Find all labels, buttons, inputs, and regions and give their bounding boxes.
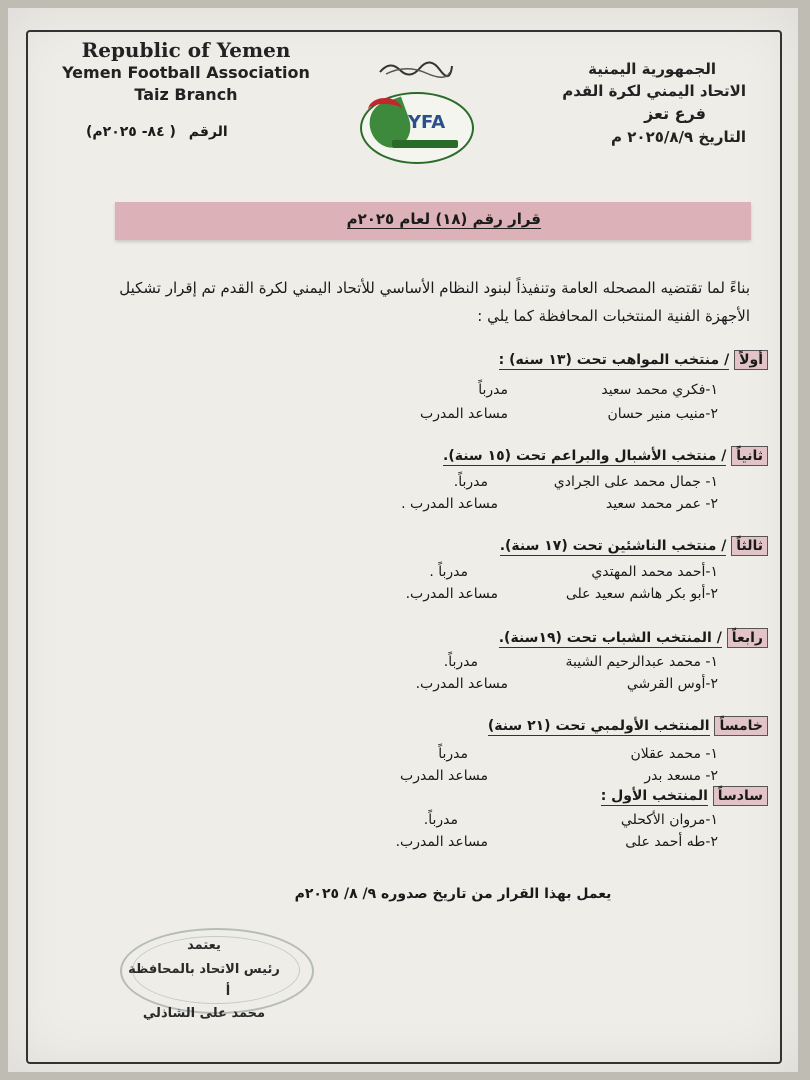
reference-value: ( ٨٤- ٢٠٢٥م) xyxy=(86,124,176,140)
signature-line2: رئيس الاتحاد بالمحافظة xyxy=(128,962,280,977)
section-label: خامساً xyxy=(714,716,768,736)
section-heading: / منتخب الأشبال والبراعم تحت (١٥ سنة). xyxy=(443,448,727,464)
signature-line1: يعتمد xyxy=(187,938,221,953)
member-role: مدرباً xyxy=(478,382,508,398)
section-6 xyxy=(38,788,763,858)
member-role: مدرباً . xyxy=(429,564,468,580)
decision-title: قرار رقم (١٨) لعام ٢٠٢٥م xyxy=(346,210,541,228)
section-5 xyxy=(38,718,763,788)
member-role: مدرباً. xyxy=(443,654,478,670)
member-name: ١- جمال محمد على الجرادي xyxy=(553,474,718,490)
section-heading: المنتخب الأول : xyxy=(600,788,708,804)
member-name: ١-فكري محمد سعيد xyxy=(601,382,718,398)
member-role: مدرباً. xyxy=(423,812,458,828)
member-name: ٢-منيب منير حسان xyxy=(607,406,718,422)
member-name: ١-أحمد محمد المهتدي xyxy=(591,564,718,580)
header-en-line1: Republic of Yemen xyxy=(81,38,291,62)
header-ar-line2: الاتحاد اليمني لكرة القدم xyxy=(562,82,746,100)
section-label: سادساً xyxy=(713,786,768,806)
member-role: مساعد المدرب xyxy=(400,768,488,784)
member-name: ١-مروان الأكحلي xyxy=(620,812,718,828)
reference-label: الرقم xyxy=(188,124,228,140)
header-en-line2: Yemen Football Association xyxy=(62,63,310,82)
yfa-logo xyxy=(360,92,474,164)
member-name: ١- محمد عبدالرحيم الشيبة xyxy=(565,654,718,670)
section-heading: المنتخب الأولمبي تحت (٢١ سنة) xyxy=(487,718,710,734)
section-title xyxy=(443,448,768,464)
decision-banner xyxy=(115,202,751,240)
member-role: مساعد المدرب. xyxy=(395,834,488,850)
logo-arc-icon xyxy=(368,98,402,122)
header-en-line3: Taiz Branch xyxy=(134,85,238,104)
header-ar-line1: الجمهورية اليمنية xyxy=(588,60,716,78)
section-2 xyxy=(38,448,763,518)
section-title xyxy=(499,630,768,646)
logo-text: YFA xyxy=(408,112,446,133)
member-name: ٢-أبو بكر هاشم سعيد على xyxy=(565,586,718,602)
section-label: أولاً xyxy=(734,350,768,370)
section-3 xyxy=(38,538,763,608)
header-arabic xyxy=(486,58,746,148)
header-ar-date: التاريخ ٢٠٢٥/٨/٩ م xyxy=(611,128,746,146)
section-title xyxy=(488,718,768,734)
member-name: ٢-أوس القرشي xyxy=(626,676,718,692)
member-role: مساعد المدرب . xyxy=(401,496,498,512)
section-label: ثالثاً xyxy=(731,536,768,556)
member-name: ١- محمد عقلان xyxy=(630,746,718,762)
member-name: ٢- عمر محمد سعيد xyxy=(605,496,718,512)
member-role: مدرباً. xyxy=(453,474,488,490)
signature-line3: أ xyxy=(225,984,231,999)
section-heading: / منتخب الناشئين تحت (١٧ سنة). xyxy=(499,538,727,554)
member-role: مساعد المدرب. xyxy=(415,676,508,692)
member-role: مدرباً xyxy=(438,746,468,762)
calligraphy-emblem-icon xyxy=(376,58,456,78)
section-1 xyxy=(38,352,763,422)
header-english xyxy=(36,38,336,106)
member-role: مساعد المدرب. xyxy=(405,586,498,602)
document-page xyxy=(8,8,798,1072)
section-heading: / المنتخب الشباب تحت (١٩سنة). xyxy=(498,630,722,646)
intro-paragraph: بناءً لما تقتضيه المصحله العامة وتنفيذاً لبنود النظام الأساسي للأتحاد اليمني لكرة القدم تم إقرار تشكيل الأجهزة الفنية المنتخبات المحافظة كما يلي : xyxy=(119,279,750,325)
section-label: رابعاً xyxy=(727,628,768,648)
header-ar-line3: فرع تعز xyxy=(644,104,706,123)
reference-number xyxy=(78,124,228,140)
section-title xyxy=(499,352,768,368)
section-4 xyxy=(38,630,763,700)
member-name: ٢- مسعد بدر xyxy=(644,768,718,784)
member-name: ٢-طه أحمد على xyxy=(625,834,718,850)
section-title xyxy=(500,538,768,554)
signature-name: محمد على الشاذلي xyxy=(142,1006,266,1021)
effective-date-note: يعمل بهذا القرار من تاريخ صدوره ٩/ ٨/ ٢٠٢٥م xyxy=(294,886,612,902)
section-heading: / منتخب المواهب تحت (١٣ سنه) : xyxy=(498,352,730,368)
member-role: مساعد المدرب xyxy=(420,406,508,422)
section-label: ثانياً xyxy=(731,446,768,466)
section-title xyxy=(601,788,768,804)
logo-ribbon-icon xyxy=(392,140,458,148)
